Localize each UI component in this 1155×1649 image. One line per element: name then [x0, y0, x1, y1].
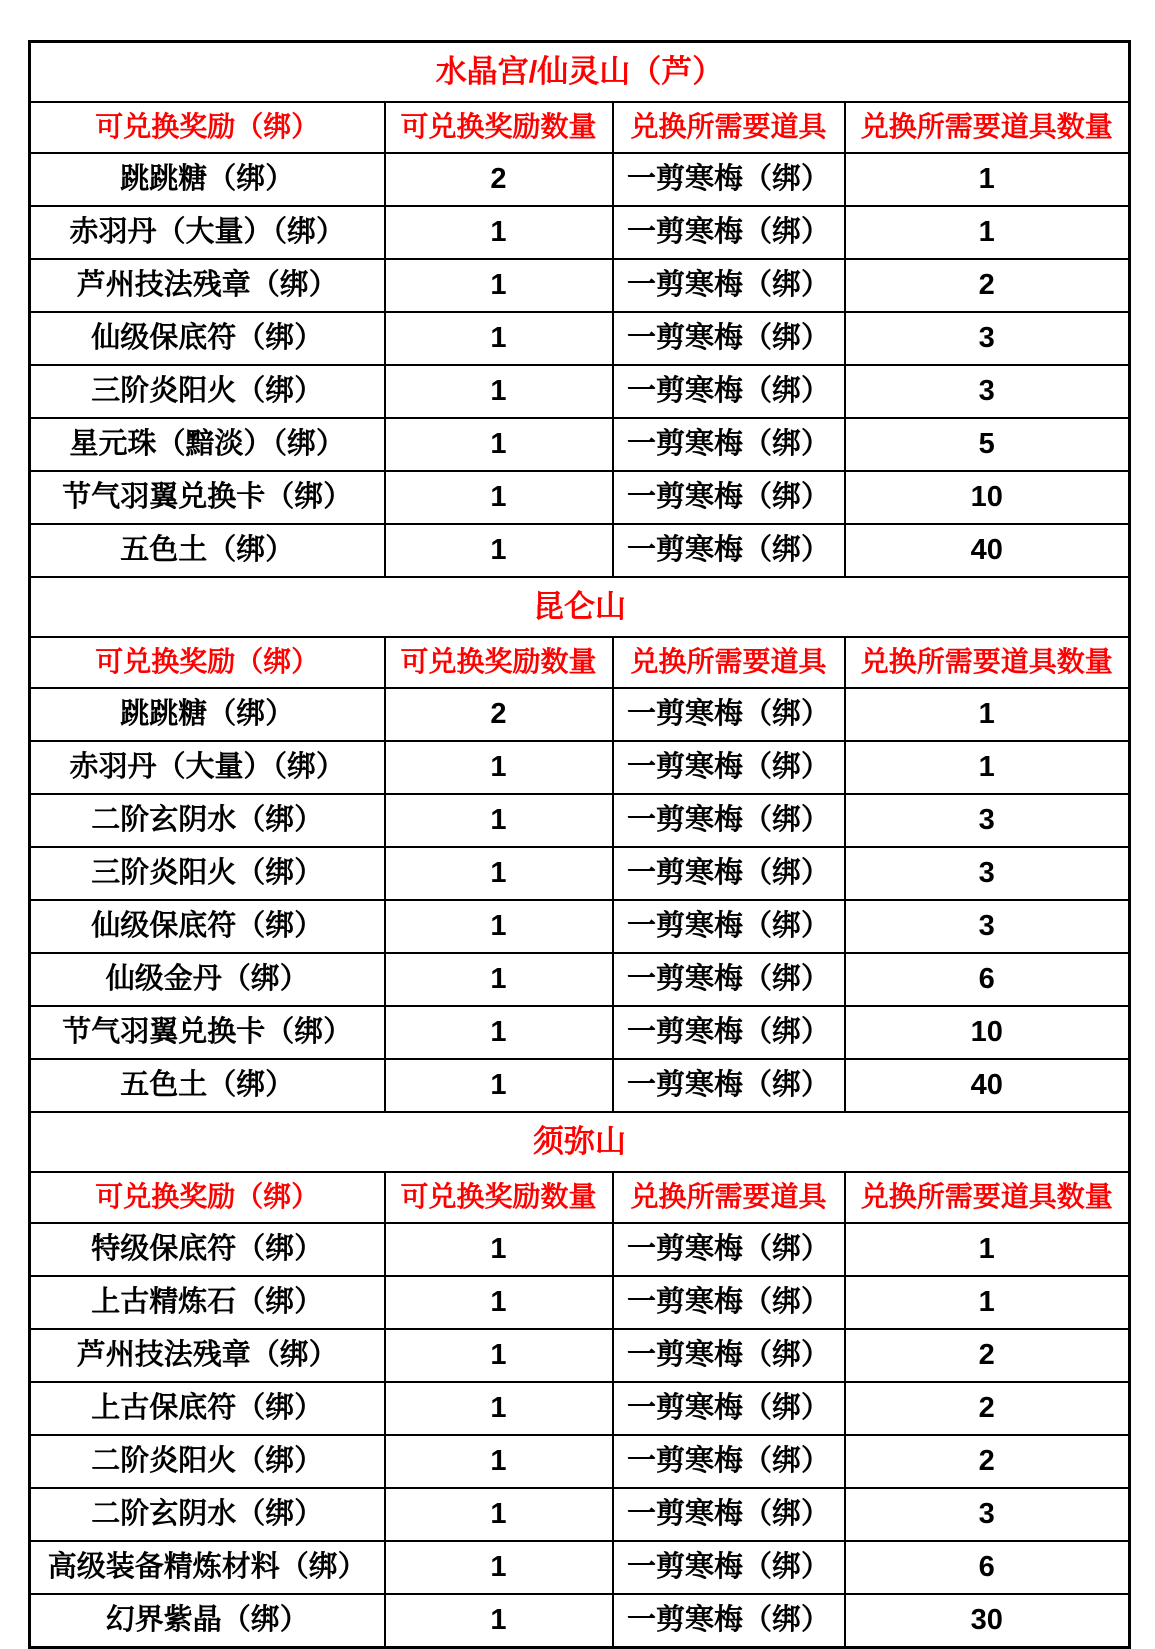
reward-name-cell: 仙级金丹（绑） [30, 953, 385, 1006]
table-row [30, 365, 1130, 418]
required-item-qty-cell: 1 [845, 1276, 1130, 1329]
required-item-qty-cell: 3 [845, 794, 1130, 847]
col-header-required-item-qty: 兑换所需要道具数量 [845, 1172, 1130, 1223]
required-item-qty-cell: 3 [845, 365, 1130, 418]
required-item-qty-cell: 2 [845, 1435, 1130, 1488]
reward-name-cell: 仙级保底符（绑） [30, 900, 385, 953]
table-row [30, 794, 1130, 847]
required-item-cell: 一剪寒梅（绑） [613, 1488, 845, 1541]
required-item-cell: 一剪寒梅（绑） [613, 471, 845, 524]
required-item-cell: 一剪寒梅（绑） [613, 1382, 845, 1435]
section-title-row [30, 577, 1130, 637]
required-item-cell: 一剪寒梅（绑） [613, 365, 845, 418]
reward-qty-cell: 1 [385, 741, 613, 794]
required-item-cell: 一剪寒梅（绑） [613, 418, 845, 471]
required-item-qty-cell: 40 [845, 524, 1130, 577]
required-item-cell: 一剪寒梅（绑） [613, 847, 845, 900]
reward-name-cell: 仙级保底符（绑） [30, 312, 385, 365]
reward-qty-cell: 1 [385, 1329, 613, 1382]
section-header-row [30, 102, 1130, 153]
reward-name-cell: 特级保底符（绑） [30, 1223, 385, 1276]
reward-name-cell: 赤羽丹（大量）（绑） [30, 206, 385, 259]
required-item-qty-cell: 1 [845, 206, 1130, 259]
required-item-cell: 一剪寒梅（绑） [613, 259, 845, 312]
reward-name-cell: 芦州技法残章（绑） [30, 1329, 385, 1382]
required-item-cell: 一剪寒梅（绑） [613, 153, 845, 206]
table-row [30, 153, 1130, 206]
required-item-qty-cell: 1 [845, 1223, 1130, 1276]
reward-name-cell: 五色土（绑） [30, 524, 385, 577]
required-item-qty-cell: 10 [845, 1006, 1130, 1059]
col-header-reward-qty: 可兑换奖励数量 [385, 637, 613, 688]
col-header-required-item: 兑换所需要道具 [613, 1172, 845, 1223]
reward-name-cell: 跳跳糖（绑） [30, 153, 385, 206]
table-row [30, 1059, 1130, 1112]
col-header-required-item: 兑换所需要道具 [613, 102, 845, 153]
reward-name-cell: 上古精炼石（绑） [30, 1276, 385, 1329]
reward-name-cell: 芦州技法残章（绑） [30, 259, 385, 312]
section-title: 须弥山 [30, 1112, 1130, 1172]
required-item-cell: 一剪寒梅（绑） [613, 953, 845, 1006]
reward-qty-cell: 1 [385, 847, 613, 900]
col-header-reward-qty: 可兑换奖励数量 [385, 1172, 613, 1223]
reward-qty-cell: 1 [385, 418, 613, 471]
required-item-qty-cell: 3 [845, 847, 1130, 900]
reward-qty-cell: 1 [385, 471, 613, 524]
required-item-qty-cell: 2 [845, 259, 1130, 312]
reward-name-cell: 二阶玄阴水（绑） [30, 1488, 385, 1541]
required-item-qty-cell: 40 [845, 1059, 1130, 1112]
required-item-cell: 一剪寒梅（绑） [613, 1223, 845, 1276]
required-item-cell: 一剪寒梅（绑） [613, 900, 845, 953]
required-item-qty-cell: 6 [845, 953, 1130, 1006]
section-title-row [30, 42, 1130, 103]
required-item-cell: 一剪寒梅（绑） [613, 1006, 845, 1059]
reward-qty-cell: 1 [385, 1594, 613, 1648]
table-row [30, 1382, 1130, 1435]
table-row [30, 418, 1130, 471]
reward-qty-cell: 1 [385, 206, 613, 259]
reward-qty-cell: 2 [385, 688, 613, 741]
required-item-cell: 一剪寒梅（绑） [613, 1329, 845, 1382]
table-row [30, 206, 1130, 259]
required-item-qty-cell: 1 [845, 741, 1130, 794]
required-item-cell: 一剪寒梅（绑） [613, 1435, 845, 1488]
required-item-cell: 一剪寒梅（绑） [613, 524, 845, 577]
col-header-required-item-qty: 兑换所需要道具数量 [845, 102, 1130, 153]
reward-qty-cell: 1 [385, 953, 613, 1006]
reward-qty-cell: 1 [385, 1382, 613, 1435]
reward-qty-cell: 1 [385, 1059, 613, 1112]
table-row [30, 312, 1130, 365]
section-header-row [30, 637, 1130, 688]
reward-qty-cell: 1 [385, 1276, 613, 1329]
reward-name-cell: 五色土（绑） [30, 1059, 385, 1112]
table-row [30, 688, 1130, 741]
reward-name-cell: 三阶炎阳火（绑） [30, 365, 385, 418]
col-header-reward: 可兑换奖励（绑） [30, 1172, 385, 1223]
required-item-qty-cell: 2 [845, 1382, 1130, 1435]
table-row [30, 1006, 1130, 1059]
required-item-qty-cell: 3 [845, 312, 1130, 365]
required-item-cell: 一剪寒梅（绑） [613, 1541, 845, 1594]
table-row [30, 471, 1130, 524]
reward-name-cell: 二阶玄阴水（绑） [30, 794, 385, 847]
reward-qty-cell: 1 [385, 312, 613, 365]
table-row [30, 1329, 1130, 1382]
table-row [30, 1276, 1130, 1329]
reward-qty-cell: 1 [385, 259, 613, 312]
required-item-qty-cell: 1 [845, 688, 1130, 741]
section-title-row [30, 1112, 1130, 1172]
reward-qty-cell: 2 [385, 153, 613, 206]
table-row [30, 1541, 1130, 1594]
reward-name-cell: 幻界紫晶（绑） [30, 1594, 385, 1648]
col-header-reward: 可兑换奖励（绑） [30, 637, 385, 688]
exchange-table [28, 40, 1131, 1649]
table-row [30, 1435, 1130, 1488]
reward-name-cell: 跳跳糖（绑） [30, 688, 385, 741]
col-header-required-item: 兑换所需要道具 [613, 637, 845, 688]
reward-qty-cell: 1 [385, 794, 613, 847]
reward-qty-cell: 1 [385, 365, 613, 418]
reward-name-cell: 上古保底符（绑） [30, 1382, 385, 1435]
required-item-qty-cell: 10 [845, 471, 1130, 524]
reward-qty-cell: 1 [385, 900, 613, 953]
required-item-cell: 一剪寒梅（绑） [613, 1059, 845, 1112]
required-item-cell: 一剪寒梅（绑） [613, 794, 845, 847]
required-item-cell: 一剪寒梅（绑） [613, 1276, 845, 1329]
section-title: 昆仑山 [30, 577, 1130, 637]
reward-qty-cell: 1 [385, 524, 613, 577]
required-item-cell: 一剪寒梅（绑） [613, 1594, 845, 1648]
required-item-qty-cell: 6 [845, 1541, 1130, 1594]
required-item-qty-cell: 1 [845, 153, 1130, 206]
required-item-qty-cell: 5 [845, 418, 1130, 471]
required-item-cell: 一剪寒梅（绑） [613, 312, 845, 365]
reward-qty-cell: 1 [385, 1541, 613, 1594]
table-row [30, 741, 1130, 794]
table-row [30, 953, 1130, 1006]
table-row [30, 1223, 1130, 1276]
required-item-cell: 一剪寒梅（绑） [613, 688, 845, 741]
reward-name-cell: 星元珠（黯淡）（绑） [30, 418, 385, 471]
reward-name-cell: 二阶炎阳火（绑） [30, 1435, 385, 1488]
reward-name-cell: 赤羽丹（大量）（绑） [30, 741, 385, 794]
col-header-required-item-qty: 兑换所需要道具数量 [845, 637, 1130, 688]
table-row [30, 524, 1130, 577]
required-item-cell: 一剪寒梅（绑） [613, 741, 845, 794]
table-row [30, 1488, 1130, 1541]
table-row [30, 900, 1130, 953]
table-row [30, 1594, 1130, 1648]
required-item-qty-cell: 2 [845, 1329, 1130, 1382]
required-item-cell: 一剪寒梅（绑） [613, 206, 845, 259]
required-item-qty-cell: 3 [845, 1488, 1130, 1541]
reward-qty-cell: 1 [385, 1435, 613, 1488]
reward-name-cell: 节气羽翼兑换卡（绑） [30, 471, 385, 524]
section-title: 水晶宫/仙灵山（芦） [30, 42, 1130, 103]
required-item-qty-cell: 3 [845, 900, 1130, 953]
col-header-reward: 可兑换奖励（绑） [30, 102, 385, 153]
reward-name-cell: 高级装备精炼材料（绑） [30, 1541, 385, 1594]
table-row [30, 847, 1130, 900]
section-header-row [30, 1172, 1130, 1223]
reward-qty-cell: 1 [385, 1006, 613, 1059]
required-item-qty-cell: 30 [845, 1594, 1130, 1648]
table-row [30, 259, 1130, 312]
reward-qty-cell: 1 [385, 1223, 613, 1276]
reward-name-cell: 节气羽翼兑换卡（绑） [30, 1006, 385, 1059]
col-header-reward-qty: 可兑换奖励数量 [385, 102, 613, 153]
reward-name-cell: 三阶炎阳火（绑） [30, 847, 385, 900]
reward-qty-cell: 1 [385, 1488, 613, 1541]
